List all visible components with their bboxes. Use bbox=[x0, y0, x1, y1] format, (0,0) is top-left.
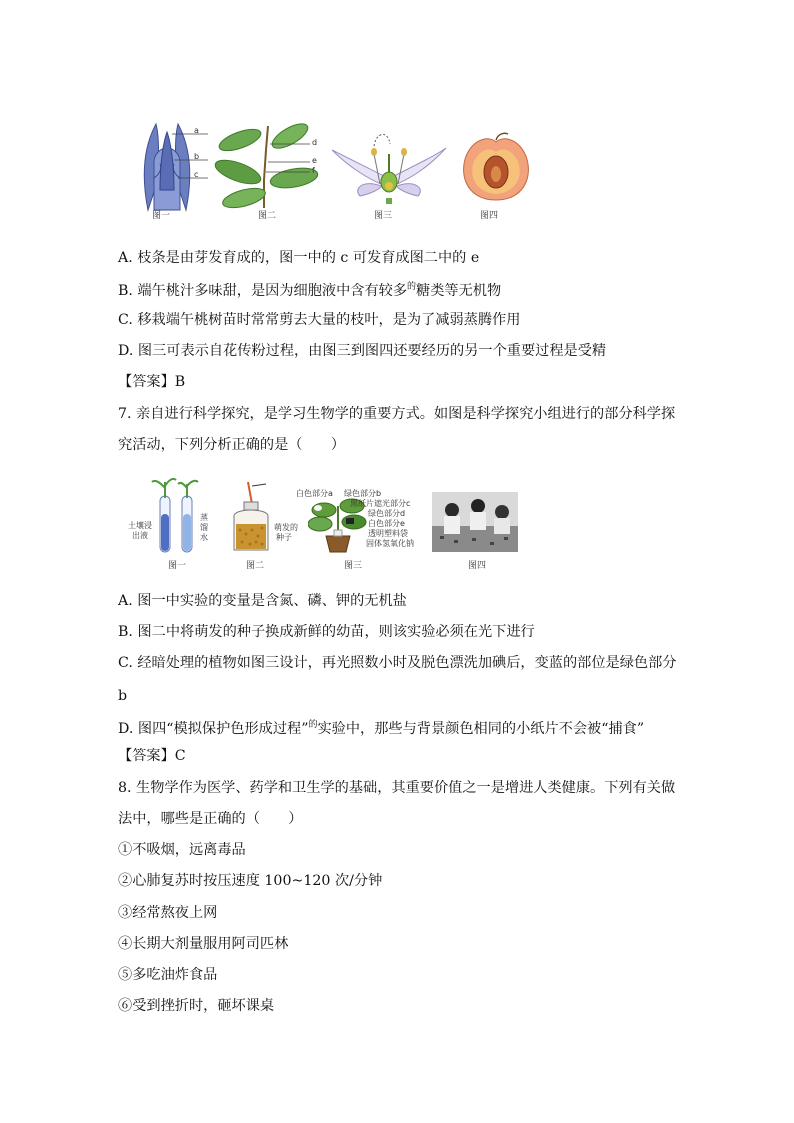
q8-item-6: ⑥受到挫折时，砸坏课桌 bbox=[118, 998, 275, 1014]
figure-set-2 bbox=[118, 474, 528, 570]
fig1-label-b: b bbox=[194, 152, 200, 161]
fig1-caption-4: 图四 bbox=[480, 211, 499, 221]
fig2-1-right-label-1: 蒸 bbox=[200, 513, 208, 522]
fig2-1-left-label-line-1: 土壤浸 bbox=[128, 521, 152, 530]
test-tubes-illustration bbox=[148, 474, 208, 554]
q7-option-c-line-2: b bbox=[118, 688, 128, 704]
q8-item-4: ④长期大剂量服用阿司匹林 bbox=[118, 936, 289, 952]
q8-item-1: ①不吸烟，远离毒品 bbox=[118, 842, 246, 858]
fig2-1-left-label-line-2: 出液 bbox=[132, 531, 148, 540]
q6-option-d: D. 图三可表示自花传粉过程，由图三到图四还要经历的另一个重要过程是受精 bbox=[118, 343, 607, 359]
fig1-label-a: a bbox=[194, 126, 199, 135]
fig2-3-label-d: 绿色部分d bbox=[368, 509, 406, 518]
q8-stem-line-2: 法中，哪些是正确的（ ） bbox=[118, 811, 303, 827]
fig2-caption-3: 图三 bbox=[344, 561, 363, 571]
fig2-label-f: f bbox=[312, 166, 315, 175]
q8-item-2: ②心肺复苏时按压速度 100~120 次/分钟 bbox=[118, 873, 383, 889]
q7-stem-line-2: 究活动，下列分析正确的是（ ） bbox=[118, 437, 346, 453]
fig1-caption-3: 图三 bbox=[374, 211, 393, 221]
q6-option-b-sup: 的 bbox=[407, 282, 417, 292]
q7-stem-line-1: 7. 亲自进行科学探究，是学习生物学的重要方式。如图是科学探究小组进行的部分科学探 bbox=[118, 406, 676, 422]
q7-option-a: A. 图一中实验的变量是含氮、磷、钾的无机盐 bbox=[118, 593, 407, 609]
jar-seeds-illustration bbox=[226, 480, 276, 554]
q6-option-b-tail: 糖类等无机物 bbox=[416, 283, 502, 299]
fig2-3-label-b: 绿色部分b bbox=[344, 489, 382, 498]
q6-option-c: C. 移栽端午桃树苗时常常剪去大量的枝叶，是为了减弱蒸腾作用 bbox=[118, 312, 521, 328]
flower-illustration bbox=[330, 124, 448, 204]
q8-stem-line-1: 8. 生物学作为医学、药学和卫生学的基础，其重要价值之一是增进人类健康。下列有关做 bbox=[118, 780, 676, 796]
figure-set-1 bbox=[118, 118, 548, 222]
q8-item-5: ⑤多吃油炸食品 bbox=[118, 967, 218, 983]
fig2-caption-4: 图四 bbox=[468, 561, 487, 571]
fig2-3-label-bag: 透明塑料袋 bbox=[368, 529, 408, 538]
q6-option-a: A. 枝条是由芽发育成的，图一中的 c 可发育成图二中的 e bbox=[118, 250, 480, 266]
fig1-caption-2: 图二 bbox=[258, 211, 277, 221]
fig2-caption-1: 图一 bbox=[168, 561, 187, 571]
q7-option-c-line-1: C. 经暗处理的植物如图三设计，再光照数小时及脱色漂洗加碘后，变蓝的部位是绿色部分 bbox=[118, 655, 677, 671]
q7-option-d bbox=[118, 719, 644, 741]
peach-section-illustration bbox=[454, 130, 538, 206]
fig2-1-right-label-3: 水 bbox=[200, 533, 208, 542]
fig2-label-e: e bbox=[312, 156, 317, 165]
fig2-3-label-e: 白色部分e bbox=[368, 519, 405, 528]
q7-option-d-text: D. 图四“模拟保护色形成过程” bbox=[118, 721, 309, 737]
q6-option-b bbox=[118, 281, 501, 303]
fig1-caption-1: 图一 bbox=[152, 211, 171, 221]
students-photo bbox=[432, 492, 518, 552]
fig2-caption-2: 图二 bbox=[246, 561, 265, 571]
q7-option-d-tail: 实验中，那些与背景颜色相同的小纸片不会被“捕食” bbox=[317, 721, 645, 737]
fig2-3-label-a: 白色部分a bbox=[296, 489, 333, 498]
q6-answer: 【答案】B bbox=[118, 374, 186, 390]
bud-section-illustration bbox=[134, 120, 214, 212]
q7-option-b: B. 图二中将萌发的种子换成新鲜的幼苗，则该实验必须在光下进行 bbox=[118, 624, 535, 640]
fig1-label-c: c bbox=[194, 170, 199, 179]
fig2-1-right-label-2: 馏 bbox=[200, 523, 208, 532]
q7-option-d-sup: 的 bbox=[308, 720, 318, 730]
leafy-branch-illustration bbox=[210, 120, 320, 210]
fig2-label-d: d bbox=[312, 138, 318, 147]
q6-option-b-text: B. 端午桃汁多味甜，是因为细胞液中含有较多 bbox=[118, 283, 408, 299]
q7-answer: 【答案】C bbox=[118, 748, 186, 764]
q8-item-3: ③经常熬夜上网 bbox=[118, 905, 218, 921]
fig2-3-label-c: 黑纸片遮光部分c bbox=[350, 499, 411, 508]
fig2-3-label-naoh: 固体氢氧化钠 bbox=[366, 539, 414, 548]
fig2-2-label-line-1: 萌发的 bbox=[274, 523, 298, 532]
fig2-2-label-line-2: 种子 bbox=[276, 533, 292, 542]
